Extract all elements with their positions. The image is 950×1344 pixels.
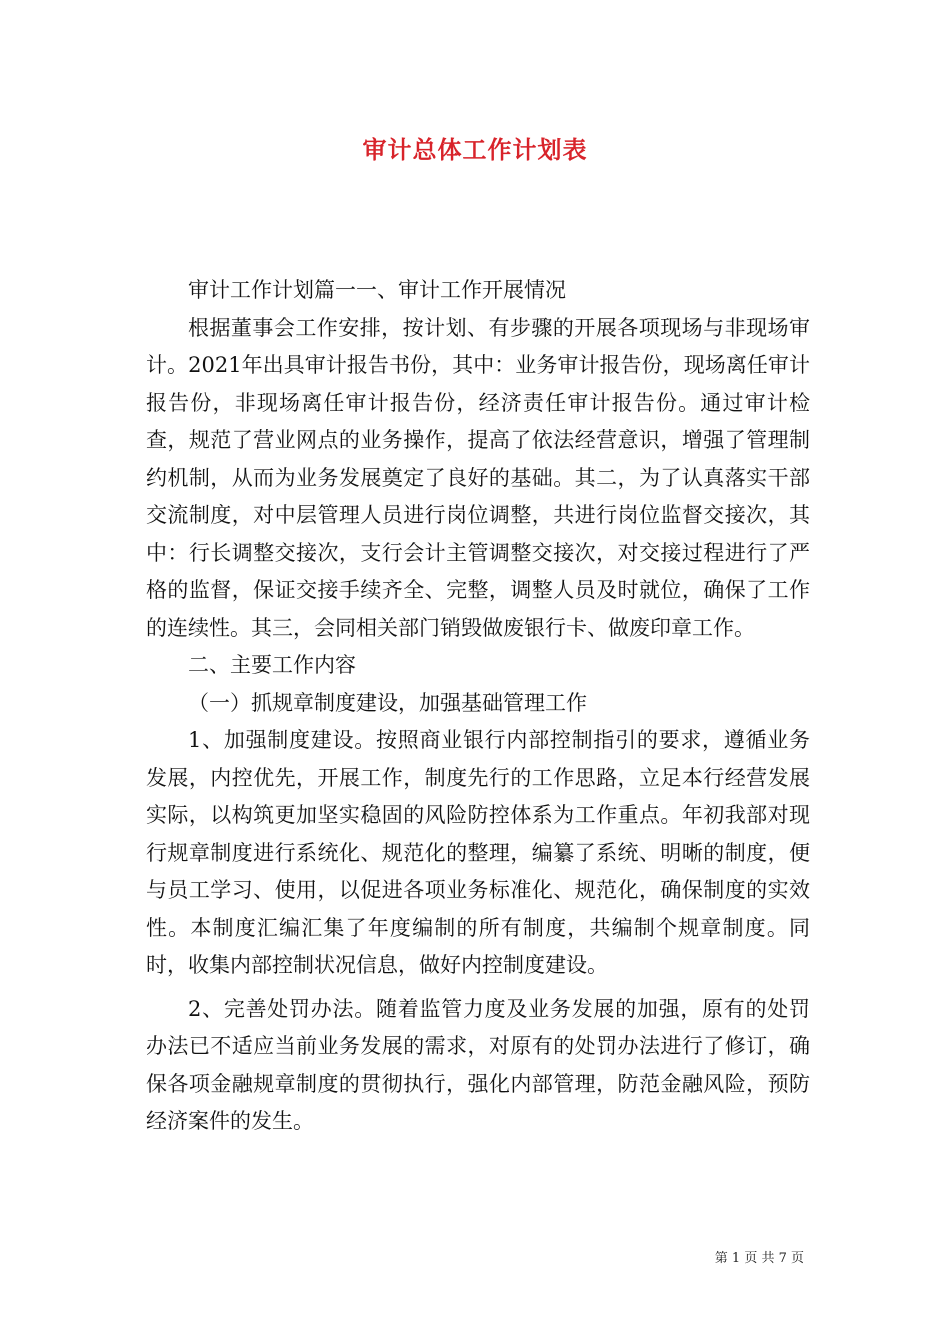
document-body (146, 272, 810, 1141)
document-title: 审计总体工作计划表 (362, 135, 588, 164)
paragraph-subheading-rules: （一）抓规章制度建设，加强基础管理工作 (188, 690, 587, 715)
paragraph-main-work-heading: 二、主要工作内容 (188, 653, 356, 677)
paragraph-penalty-measures: 2、完善处罚办法。随着监管力度及业务发展的加强，原有的处罚办法已不适应当前业务发展的需求，对原有的处罚办法进行了修订，确保各项金融规章制度的贯彻执行，强化内部管理，防范金融风险，预防经济案件的发生。 (146, 996, 810, 1133)
paragraph-audit-summary: 根据董事会工作安排，按计划、有步骤的开展各项现场与非现场审计。2021年出具审计报告书份，其中：业务审计报告份，现场离任审计报告份，非现场离任审计报告份，经济责任审计报告份。通过审计检查，规范了营业网点的业务操作，提高了依法经营意识，增强了管理制约机制，从而为业务发展奠定了良好的基础。其二，为了认真落实干部交流制度，对中层管理人员进行岗位调整，共进行岗位监督交接次，其中：行长调整交接次，支行会计主管调整交接次，对交接过程进行了严格的监督，保证交接手续齐全、完整，调整人员及时就位，确保了工作的连续性。其三，会同相关部门销毁做废银行卡、做废印章工作。 (146, 315, 810, 640)
paragraph-section-heading: 审计工作计划篇一一、审计工作开展情况 (188, 278, 566, 302)
page-number: 第 1 页 共 7 页 (714, 1251, 804, 1266)
paragraph-system-construction: 1、加强制度建设。按照商业银行内部控制指引的要求，遵循业务发展，内控优先，开展工作，制度先行的工作思路，立足本行经营发展实际，以构筑更加坚实稳固的风险防控体系为工作重点。年初我部对现行规章制度进行系统化、规范化的整理，编纂了系统、明晰的制度，便与员工学习、使用，以促进各项业务标准化、规范化，确保制度的实效性。本制度汇编汇集了年度编制的所有制度，共编制个规章制度。同时，收集内部控制状况信息，做好内控制度建设。 (146, 728, 810, 977)
